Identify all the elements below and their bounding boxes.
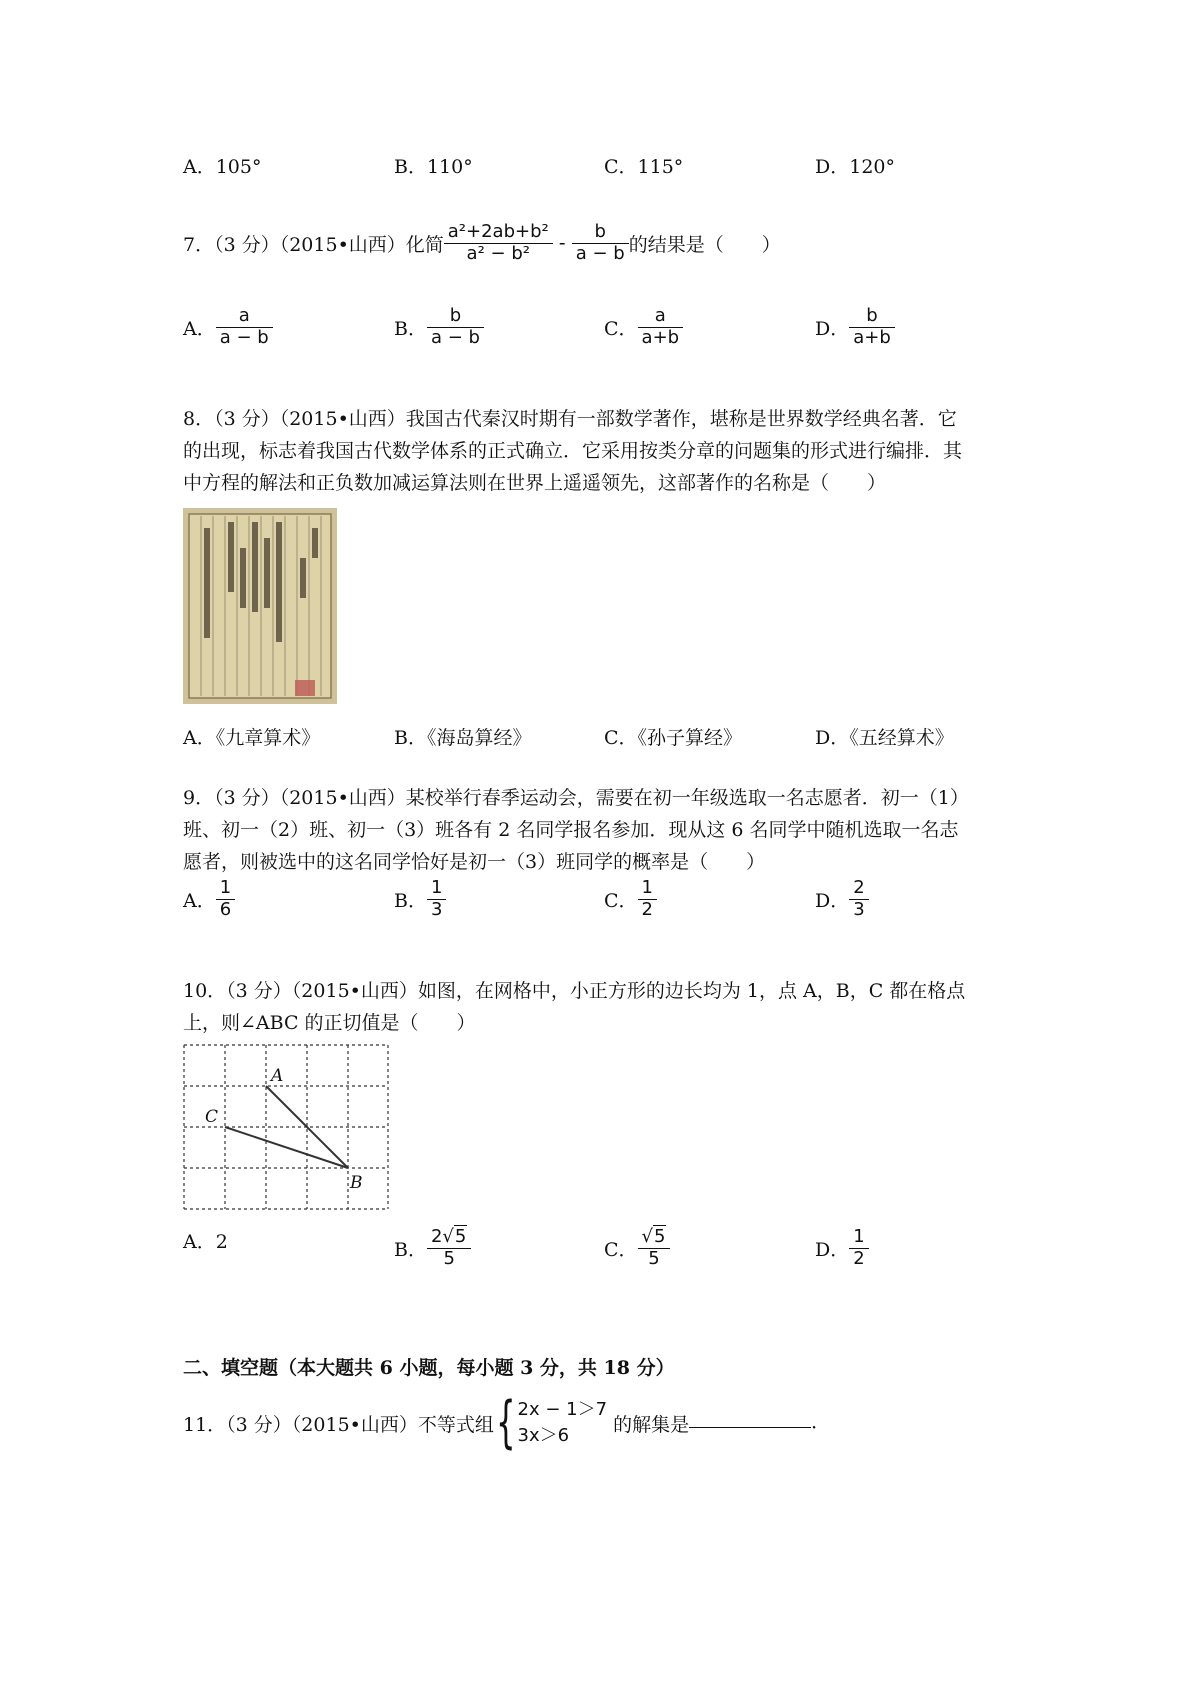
q6-option-d: D．120° — [815, 156, 895, 178]
q6-option-c: C．115° — [604, 156, 684, 178]
option-fraction — [216, 306, 273, 348]
option-fraction — [427, 878, 446, 920]
numerator: b — [427, 306, 484, 328]
q9-option-a — [183, 878, 235, 920]
ancient-book-image — [183, 508, 337, 704]
radicand: 5 — [654, 1226, 666, 1247]
option-value: 2 — [215, 1231, 228, 1253]
q7-option-a — [183, 306, 273, 348]
denominator: 2 — [641, 898, 653, 920]
q7-minus: - — [558, 232, 566, 255]
option-label: B． — [394, 889, 427, 912]
denominator: 3 — [430, 898, 443, 920]
q7-fraction-2 — [572, 222, 629, 264]
q10-line-1: 10．（3 分）（2015•山西）如图，在网格中，小正方形的边长均为 1，点 A，B，C 都在格点 — [183, 980, 966, 1002]
option-fraction — [849, 306, 895, 348]
option-label: D． — [815, 1238, 850, 1261]
q7-fraction-1 — [444, 222, 553, 264]
option-label: B． — [394, 1238, 427, 1261]
denominator: 6 — [219, 898, 232, 920]
option-fraction — [849, 1227, 868, 1269]
q8-line-1: 8．（3 分）（2015•山西）我国古代秦汉时期有一部数学著作，堪称是世界数学经典名著．它 — [183, 408, 957, 430]
numerator: 1 — [427, 878, 446, 900]
q7-stem — [183, 222, 781, 264]
q7-suffix: 的结果是（ ） — [628, 233, 781, 256]
option-label: A． — [183, 889, 216, 912]
q9-option-c — [604, 878, 657, 920]
denominator: a+b — [853, 326, 891, 348]
point-c-label: C — [205, 1107, 219, 1127]
numerator: 1 — [638, 878, 657, 900]
option-fraction — [638, 306, 684, 348]
section-2-title: 二、填空题（本大题共 6 小题，每小题 3 分，共 18 分） — [183, 1357, 675, 1379]
inequality-system — [518, 1397, 608, 1449]
option-fraction — [638, 878, 657, 920]
q6-option-b: B．110° — [394, 156, 473, 178]
q7-option-d — [815, 306, 895, 348]
denominator: a+b — [641, 326, 680, 348]
denominator: 5 — [648, 1247, 660, 1269]
numerator: b — [849, 306, 895, 328]
option-label: C． — [604, 1238, 638, 1261]
q8-line-2: 的出现，标志着我国古代数学体系的正式确立．它采用按类分章的问题集的形式进行编排．其 — [183, 440, 963, 462]
option-label: D． — [815, 317, 850, 340]
option-label: A． — [183, 1231, 216, 1253]
radicand: 5 — [454, 1226, 467, 1247]
q11-stem — [183, 1390, 831, 1455]
option-label: C． — [604, 317, 638, 340]
left-brace: { — [495, 1390, 516, 1455]
q7-frac1-denominator: a² − b² — [466, 242, 530, 264]
option-fraction — [427, 306, 484, 348]
denominator: a − b — [430, 326, 480, 348]
q9-line-2: 班、初一（2）班、初一（3）班各有 2 名同学报名参加．现从这 6 名同学中随机选取一名志 — [183, 819, 959, 841]
numerator: 1 — [849, 1227, 868, 1249]
q9-line-1: 9．（3 分）（2015•山西）某校举行春季运动会，需要在初一年级选取一名志愿者．初一（1） — [183, 787, 969, 809]
q9-line-3: 愿者，则被选中的这名同学恰好是初一（3）班同学的概率是（ ） — [183, 851, 766, 873]
numerator: 2√5 — [427, 1227, 471, 1249]
q7-option-c — [604, 306, 683, 348]
q10-option-b — [394, 1227, 471, 1269]
q8-option-a: A．《九章算术》 — [183, 727, 321, 749]
q10-option-d — [815, 1227, 869, 1269]
q10-line-2: 上，则∠ABC 的正切值是（ ） — [183, 1012, 476, 1034]
point-a-label: A — [271, 1066, 284, 1086]
q8-option-b: B．《海岛算经》 — [394, 727, 532, 749]
inequality-2: 3x＞6 — [517, 1425, 570, 1446]
q7-frac2-denominator: a − b — [575, 242, 625, 264]
q10-grid-figure — [183, 1044, 389, 1210]
denominator: 2 — [853, 1247, 865, 1269]
option-label: C． — [604, 889, 638, 912]
option-fraction — [427, 1227, 471, 1269]
q9-option-d — [815, 878, 869, 920]
option-label: B． — [394, 317, 427, 340]
numerator: 1 — [216, 878, 235, 900]
numerator: 2 — [849, 878, 868, 900]
q9-option-b — [394, 878, 446, 920]
option-label: D． — [815, 889, 850, 912]
q7-prefix: 7．（3 分）（2015•山西）化简 — [183, 233, 444, 256]
option-label: A． — [183, 317, 216, 340]
q10-option-a — [183, 1227, 228, 1254]
q8-line-3: 中方程的解法和正负数加减运算法则在世界上遥遥领先，这部著作的名称是（ ） — [183, 472, 887, 494]
q6-option-a: A．105° — [183, 156, 262, 178]
q11-suffix: 的解集是 — [613, 1413, 690, 1436]
q7-frac2-numerator: b — [572, 222, 629, 244]
answer-blank — [689, 1409, 811, 1428]
q11-end: ． — [811, 1411, 831, 1433]
q7-option-b — [394, 306, 484, 348]
q8-option-d: D．《五经算术》 — [815, 727, 954, 749]
q11-prefix: 11．（3 分）（2015•山西）不等式组 — [183, 1413, 494, 1436]
denominator: a − b — [219, 326, 269, 348]
denominator: 3 — [853, 898, 865, 920]
denominator: 5 — [443, 1247, 455, 1269]
q10-option-c — [604, 1227, 670, 1269]
option-fraction — [849, 878, 868, 920]
q7-frac1-numerator: a²+2ab+b² — [444, 222, 553, 244]
option-fraction — [638, 1227, 671, 1269]
point-b-label: B — [350, 1173, 363, 1193]
numerator: √5 — [638, 1227, 671, 1249]
q8-option-c: C．《孙子算经》 — [604, 727, 743, 749]
numerator: a — [216, 306, 273, 328]
inequality-1: 2x − 1＞7 — [517, 1399, 608, 1420]
option-fraction — [216, 878, 235, 920]
coefficient: 2 — [430, 1226, 443, 1247]
numerator: a — [638, 306, 684, 328]
